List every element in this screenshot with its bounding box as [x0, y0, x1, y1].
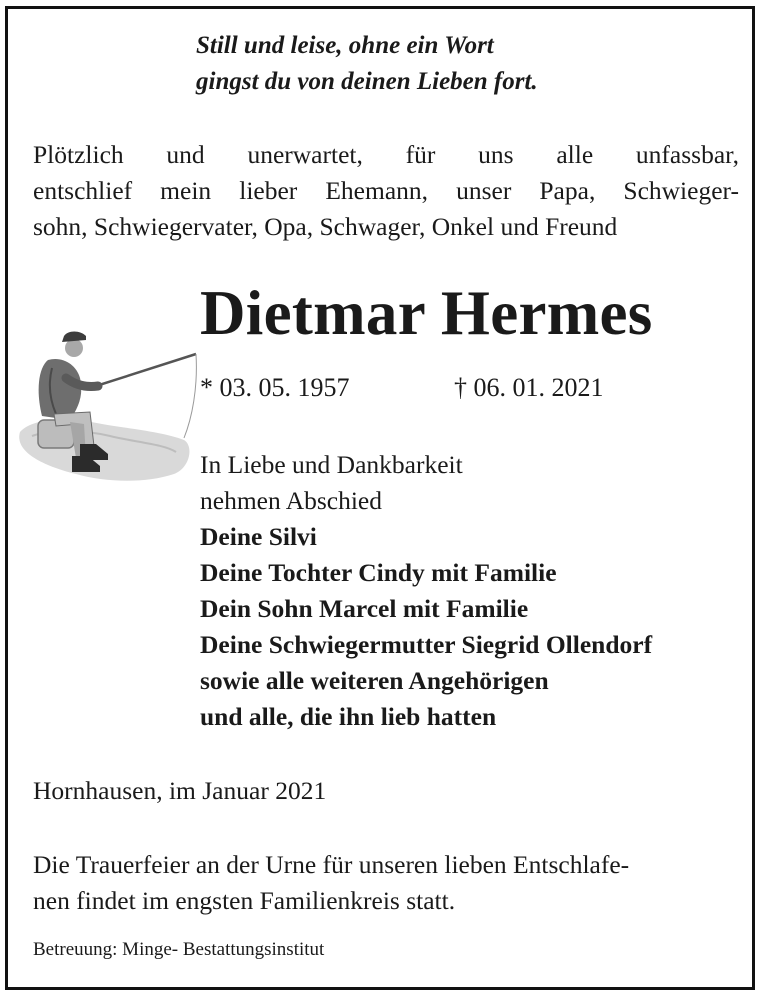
mourner-name: sowie alle weiteren Angehörigen — [200, 666, 549, 695]
mourner-name: und alle, die ihn lieb hatten — [200, 702, 497, 731]
intro-line: entschlief mein lieber Ehemann, unser Papa, Schwieger- — [33, 176, 739, 205]
mourner-name: Dein Sohn Marcel mit Familie — [200, 594, 529, 623]
mourner-name: Deine Schwiegermutter Siegrid Ollendorf — [200, 630, 653, 659]
funeral-line: nen findet im engsten Familienkreis statt. — [33, 886, 456, 915]
funeral-line: Die Trauerfeier an der Urne für unseren lieben Entschlafe- — [33, 850, 630, 879]
intro-line: sohn, Schwiegervater, Opa, Schwager, Onkel und Freund — [33, 212, 618, 241]
angler-fishing-icon — [14, 328, 200, 488]
life-dates — [200, 370, 640, 406]
mourners-block — [200, 447, 652, 735]
funeral-home-credit: Betreuung: Minge- Bestattungsinstitut — [33, 939, 325, 960]
farewell-line: In Liebe und Dankbarkeit — [200, 450, 463, 479]
motto-line: Still und leise, ohne ein Wort — [196, 32, 494, 59]
motto-verse — [196, 28, 538, 100]
death-date: † 06. 01. 2021 — [454, 373, 604, 402]
intro-text — [33, 137, 739, 245]
birth-date: * 03. 05. 1957 — [200, 373, 350, 402]
funeral-info — [33, 847, 629, 919]
deceased-name: Dietmar Hermes — [200, 278, 653, 348]
farewell-line: nehmen Abschied — [200, 486, 382, 515]
mourner-name: Deine Tochter Cindy mit Familie — [200, 558, 557, 587]
place-date: Hornhausen, im Januar 2021 — [33, 776, 327, 805]
intro-line: Plötzlich und unerwartet, für uns alle unfassbar, — [33, 140, 739, 169]
motto-line: gingst du von deinen Lieben fort. — [196, 68, 538, 95]
mourner-name: Deine Silvi — [200, 522, 317, 551]
